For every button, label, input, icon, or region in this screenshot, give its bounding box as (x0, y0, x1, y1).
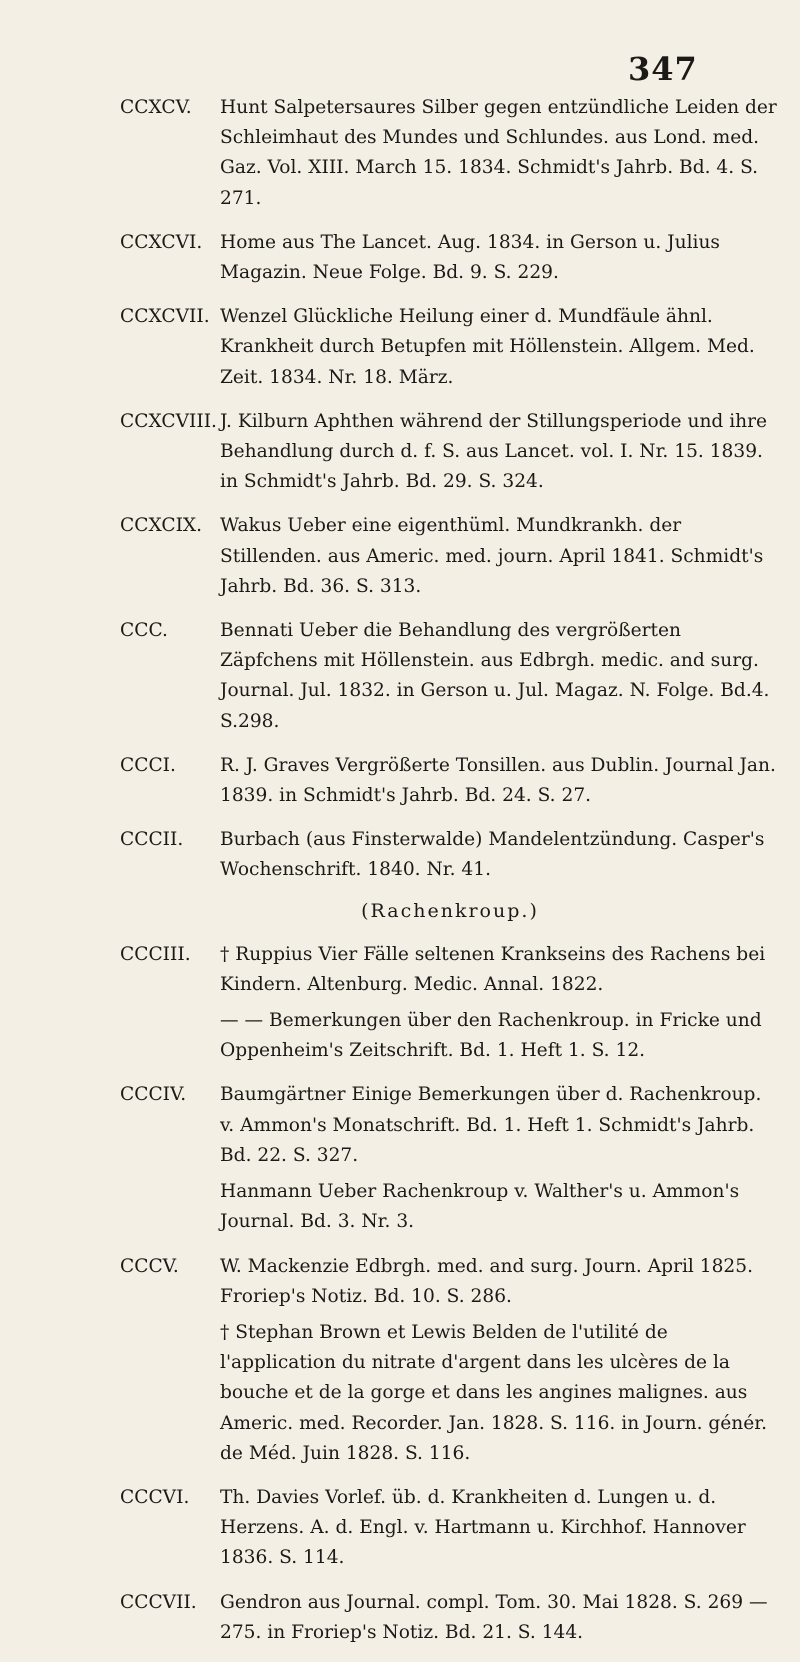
entry-ccxcviii (120, 407, 780, 498)
entry-cccvii (120, 1588, 780, 1648)
entry-text: Wenzel Glückliche Heilung einer d. Mundfäule ähnl. Krankheit durch Betupfen mit Höllenstein. Allgem. Med. Zeit. 1834. Nr. 18. März. (220, 306, 755, 388)
entry-text: Baumgärtner Einige Bemerkungen über d. Rachenkroup. v. Ammon's Monatschrift. Bd. 1. Heft 1. Schmidt's Jahrb. Bd. 22. S. 327. (220, 1084, 762, 1166)
entry-number: CCCI. (120, 754, 176, 776)
entry-ccciii (120, 940, 780, 1000)
entry-number: CCCVII. (120, 1591, 197, 1613)
entry-ccxcix (120, 511, 780, 602)
entry-ccxcvi (120, 228, 780, 288)
entry-number: CCC. (120, 620, 168, 642)
entry-number: CCCIII. (120, 943, 191, 965)
entry-number: CCCIV. (120, 1084, 187, 1106)
page-number: 347 (628, 50, 698, 88)
entry-ccxcvii (120, 302, 780, 393)
entry-number: CCCV. (120, 1255, 179, 1277)
entry-text: — — Bemerkungen über den Rachenkroup. in Fricke und Oppenheim's Zeitschrift. Bd. 1. Heft 1. S. 12. (220, 1010, 762, 1062)
entry-text: Wakus Ueber eine eigenthüml. Mundkrankh. der Stillenden. aus Americ. med. journ. April 1841. Schmidt's Jahrb. Bd. 36. S. 313. (220, 515, 764, 597)
entry-text: † Stephan Brown et Lewis Belden de l'utilité de l'application du nitrate d'argent dans les ulcères de la bouche et de la gorge et dans les angines malignes. aus Americ. med. Recorder. Jan. 1828. S. 116. in Journ. génér. de Méd. Juin 1828. S. 116. (220, 1321, 768, 1464)
entry-ccciv (120, 1080, 780, 1171)
entry-number: CCCII. (120, 829, 184, 851)
entry-cccii (120, 825, 780, 885)
entry-text: Home aus The Lancet. Aug. 1834. in Gerson u. Julius Magazin. Neue Folge. Bd. 9. S. 229. (220, 231, 720, 284)
entry-cccvi (120, 1483, 780, 1574)
entry-number: CCCVI. (120, 1486, 190, 1508)
bibliography-list (120, 93, 780, 1662)
entry-ccciii-continued (120, 1006, 780, 1066)
entry-text: W. Mackenzie Edbrgh. med. and surg. Journ. April 1825. Froriep's Notiz. Bd. 10. S. 286. (220, 1255, 754, 1307)
entry-text: J. Kilburn Aphthen während der Stillungsperiode und ihre Behandlung durch d. f. S. aus Lancet. vol. I. Nr. 15. 1839. in Schmidt's Jahrb. Bd. 29. S. 324. (220, 410, 768, 493)
entry-cccv-continued (120, 1318, 780, 1469)
entry-number: CCXCVII. (120, 306, 210, 328)
section-heading: (Rachenkroup.) (361, 899, 539, 922)
entry-text: Th. Davies Vorlef. üb. d. Krankheiten d. Lungen u. d. Herzens. A. d. Engl. v. Hartmann u. Kirchhof. Hannover 1836. S. 114. (220, 1486, 746, 1569)
entry-text: Gendron aus Journal. compl. Tom. 30. Mai 1828. S. 269 — 275. in Froriep's Notiz. Bd. 21. S. 144. (220, 1591, 768, 1643)
entry-text: Hanmann Ueber Rachenkroup v. Walther's u. Ammon's Journal. Bd. 3. Nr. 3. (220, 1181, 740, 1233)
entry-ccci (120, 751, 780, 811)
entry-text: Burbach (aus Finsterwalde) Mandelentzündung. Casper's Wochenschrift. 1840. Nr. 41. (220, 829, 765, 881)
entry-text: Bennati Ueber die Behandlung des vergrößerten Zäpfchens mit Höllenstein. aus Edbrgh. medic. and surg. Journal. Jul. 1832. in Gerson u. Jul. Magaz. N. Folge. Bd.4. S.298. (220, 620, 770, 732)
entry-text: Hunt Salpetersaures Silber gegen entzündliche Leiden der Schleimhaut des Mundes und Schlundes. aus Lond. med. Gaz. Vol. XIII. March 15. 1834. Schmidt's Jahrb. Bd. 4. S. 271. (220, 97, 777, 209)
entry-cccv (120, 1252, 780, 1312)
entry-number: CCXCIX. (120, 515, 203, 537)
entry-ccxcv (120, 93, 780, 214)
entry-text: † Ruppius Vier Fälle seltenen Krankseins des Rachens bei Kindern. Altenburg. Medic. Annal. 1822. (220, 943, 766, 995)
entry-number: CCXCVIII. (120, 410, 217, 432)
entry-number: CCXCV. (120, 97, 192, 118)
entry-ccciv-continued (120, 1177, 780, 1237)
entry-number: CCXCVI. (120, 231, 203, 253)
entry-ccc (120, 616, 780, 737)
entry-text: R. J. Graves Vergrößerte Tonsillen. aus Dublin. Journal Jan. 1839. in Schmidt's Jahrb. Bd. 24. S. 27. (220, 754, 776, 807)
